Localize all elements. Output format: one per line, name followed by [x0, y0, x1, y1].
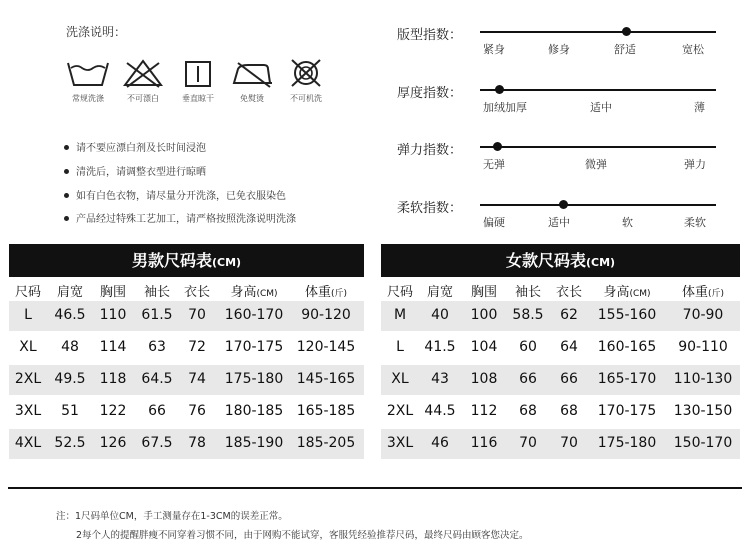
- men-col-header-text: 体重: [304, 285, 331, 300]
- women-table-cell: 170-175: [597, 403, 657, 419]
- men-table-unit: (CM): [211, 256, 242, 269]
- icon-label-no-iron: 免熨烫: [240, 94, 264, 103]
- women-table-cell: 70-90: [682, 307, 724, 323]
- men-table-cell: L: [24, 307, 32, 323]
- women-col-header-text: 衣长: [555, 285, 583, 300]
- women-table-cell: 112: [470, 403, 498, 419]
- men-table-cell: 4XL: [14, 435, 42, 451]
- men-col-header: [230, 281, 277, 300]
- no-iron-icon: [228, 57, 280, 89]
- women-table-unit: (CM): [585, 256, 616, 269]
- thickness-scale-line: [480, 89, 716, 91]
- icon-label-hang-dry: 垂直晾干: [182, 94, 214, 103]
- softness-scale-line: [480, 204, 716, 206]
- softness-tick: 偏硬: [483, 216, 505, 229]
- women-table-cell: 100: [470, 307, 498, 323]
- men-table-cell: 122: [99, 403, 127, 419]
- men-col-header: [15, 281, 41, 300]
- women-table-cell: 110-130: [673, 371, 733, 387]
- women-table-cell: 150-170: [673, 435, 733, 451]
- no-bleach-icon: [117, 57, 169, 89]
- icon-label-no-machine: 不可机洗: [290, 94, 322, 103]
- women-table-cell: 155-160: [597, 307, 657, 323]
- women-table-cell: 62: [560, 307, 578, 323]
- men-col-unit: (斤): [330, 289, 348, 299]
- women-col-header-text: 尺码: [386, 285, 414, 300]
- women-table-cell: 116: [470, 435, 498, 451]
- wash-note-1: [64, 139, 206, 154]
- men-table-cell: 48: [61, 339, 79, 355]
- no-machine-wash-icon: [280, 57, 332, 89]
- elasticity-tick: 无弹: [483, 158, 505, 171]
- fit-scale-label: 版型指数：: [397, 28, 463, 43]
- women-table-cell: 70: [560, 435, 578, 451]
- men-table-cell: 72: [188, 339, 206, 355]
- men-col-header-text: 胸围: [99, 285, 127, 300]
- wash-note-3: [64, 187, 286, 202]
- fit-tick: 舒适: [614, 43, 636, 56]
- women-table-cell: 2XL: [386, 403, 414, 419]
- men-table-cell: 90-120: [301, 307, 351, 323]
- men-col-header: [144, 281, 170, 300]
- men-table-cell: 170-175: [224, 339, 284, 355]
- women-table-cell: 68: [560, 403, 578, 419]
- men-table-cell: 126: [99, 435, 127, 451]
- women-table-cell: 64: [560, 339, 578, 355]
- wash-title: 洗涤说明：: [66, 25, 127, 39]
- women-col-unit: (CM): [629, 289, 651, 299]
- elasticity-tick: 微弹: [585, 158, 607, 171]
- men-table-cell: 63: [148, 339, 166, 355]
- thickness-scale-label: 厚度指数：: [397, 86, 463, 101]
- wash-note-4: [64, 210, 296, 225]
- women-table-cell: 41.5: [424, 339, 456, 355]
- men-table-cell: 120-145: [296, 339, 356, 355]
- elasticity-scale-line: [480, 146, 716, 148]
- men-col-header-text: 尺码: [14, 285, 42, 300]
- women-table-title: 女款尺码表: [505, 251, 586, 270]
- men-table-title: 男款尺码表: [131, 251, 212, 270]
- women-table-cell: 104: [470, 339, 498, 355]
- footnote-line-1: 注：1尺码单位CM，手工测量存在1-3CM的误差正常。: [56, 511, 288, 522]
- men-table-cell: 165-185: [296, 403, 356, 419]
- women-table-cell: 44.5: [424, 403, 456, 419]
- men-table-cell: 67.5: [141, 435, 173, 451]
- women-table-cell: 66: [560, 371, 578, 387]
- women-col-header-text: 体重: [681, 285, 708, 300]
- men-col-header-text: 袖长: [143, 285, 171, 300]
- women-table-cell: M: [393, 307, 407, 323]
- men-table-cell: 64.5: [141, 371, 173, 387]
- fit-scale-line: [480, 31, 716, 33]
- wash-note-text: 如有白色衣物，请尽量分开洗涤，已免衣服染色: [76, 191, 286, 202]
- thickness-tick: 薄: [694, 101, 705, 114]
- women-table-cell: 58.5: [512, 307, 544, 323]
- men-table-cell: 185-190: [224, 435, 284, 451]
- icon-label-wash: 常规洗涤: [72, 94, 104, 103]
- softness-scale-marker: [559, 200, 568, 209]
- men-table-cell: 3XL: [14, 403, 42, 419]
- men-table-cell: XL: [19, 339, 37, 355]
- men-table-cell: 61.5: [141, 307, 173, 323]
- elasticity-tick: 弹力: [684, 158, 706, 171]
- fit-tick: 修身: [548, 43, 570, 56]
- men-table-cell: 175-180: [224, 371, 284, 387]
- men-col-header: [57, 281, 83, 300]
- fit-tick: 宽松: [682, 43, 704, 56]
- women-col-header-text: 肩宽: [426, 285, 454, 300]
- women-table-cell: L: [396, 339, 404, 355]
- men-table-cell: 70: [188, 307, 206, 323]
- women-table-cell: 43: [431, 371, 449, 387]
- women-table-cell: 3XL: [386, 435, 414, 451]
- women-table-cell: 108: [470, 371, 498, 387]
- softness-scale-label: 柔软指数：: [397, 201, 463, 216]
- women-table-cell: 130-150: [673, 403, 733, 419]
- men-table-cell: 145-165: [296, 371, 356, 387]
- men-table-cell: 49.5: [54, 371, 86, 387]
- men-col-header-text: 衣长: [183, 285, 211, 300]
- icon-label-no-bleach: 不可漂白: [127, 94, 159, 103]
- women-col-header: [603, 281, 650, 300]
- women-col-unit: (斤): [707, 289, 725, 299]
- thickness-scale-marker: [495, 85, 504, 94]
- men-table-header: [9, 244, 364, 277]
- men-table-cell: 52.5: [54, 435, 86, 451]
- softness-tick: 适中: [548, 216, 570, 229]
- women-table-cell: 68: [519, 403, 537, 419]
- women-table-cell: 66: [519, 371, 537, 387]
- women-col-header-text: 袖长: [514, 285, 542, 300]
- wash-note-2: [64, 163, 206, 178]
- women-table-cell: 175-180: [597, 435, 657, 451]
- women-col-header: [387, 281, 413, 300]
- women-col-header-text: 胸围: [470, 285, 498, 300]
- men-table-cell: 180-185: [224, 403, 284, 419]
- women-col-header: [471, 281, 497, 300]
- women-col-header: [427, 281, 453, 300]
- men-table-cell: 160-170: [224, 307, 284, 323]
- men-table-cell: 118: [99, 371, 127, 387]
- men-table-cell: 76: [188, 403, 206, 419]
- men-table-cell: 114: [99, 339, 127, 355]
- thickness-tick: 适中: [590, 101, 612, 114]
- hang-dry-icon: [172, 57, 224, 89]
- women-table-cell: 90-110: [678, 339, 728, 355]
- fit-scale-marker: [622, 27, 631, 36]
- footnote-line-2: 2每个人的提醒胖瘦不同穿着习惯不同，由于网购不能试穿，客服凭经验推荐尺码，最终尺码由顾客您决定。: [76, 530, 529, 541]
- women-table-cell: 165-170: [597, 371, 657, 387]
- men-table-cell: 66: [148, 403, 166, 419]
- footer-divider: [8, 487, 742, 489]
- men-col-header: [100, 281, 126, 300]
- men-col-header: [305, 281, 347, 300]
- men-table-cell: 110: [99, 307, 127, 323]
- men-table-cell: 51: [61, 403, 79, 419]
- men-table-cell: 74: [188, 371, 206, 387]
- thickness-tick: 加绒加厚: [483, 101, 527, 114]
- softness-tick: 柔软: [684, 216, 706, 229]
- women-col-header: [556, 281, 582, 300]
- wash-basin-icon: [62, 57, 114, 89]
- women-col-header: [682, 281, 724, 300]
- men-col-unit: (CM): [256, 289, 278, 299]
- women-table-cell: 160-165: [597, 339, 657, 355]
- wash-note-text: 请不要应漂白剂及长时间浸泡: [76, 143, 206, 154]
- men-table-cell: 46.5: [54, 307, 86, 323]
- men-table-cell: 78: [188, 435, 206, 451]
- fit-tick: 紧身: [483, 43, 505, 56]
- women-table-cell: 60: [519, 339, 537, 355]
- women-table-cell: 46: [431, 435, 449, 451]
- elasticity-scale-label: 弹力指数：: [397, 143, 463, 158]
- softness-tick: 软: [622, 216, 633, 229]
- women-col-header-text: 身高: [603, 285, 630, 300]
- men-col-header: [184, 281, 210, 300]
- elasticity-scale-marker: [493, 142, 502, 151]
- men-table-cell: 185-205: [296, 435, 356, 451]
- women-table-cell: 40: [431, 307, 449, 323]
- women-table-header: [381, 244, 740, 277]
- men-col-header-text: 身高: [230, 285, 257, 300]
- wash-note-text: 清洗后，请调整衣型进行晾晒: [76, 167, 206, 178]
- women-table-cell: 70: [519, 435, 537, 451]
- women-col-header: [515, 281, 541, 300]
- women-table-cell: XL: [391, 371, 409, 387]
- wash-note-text: 产品经过特殊工艺加工，请严格按照洗涤说明洗涤: [76, 214, 296, 225]
- men-col-header-text: 肩宽: [56, 285, 84, 300]
- men-table-cell: 2XL: [14, 371, 42, 387]
